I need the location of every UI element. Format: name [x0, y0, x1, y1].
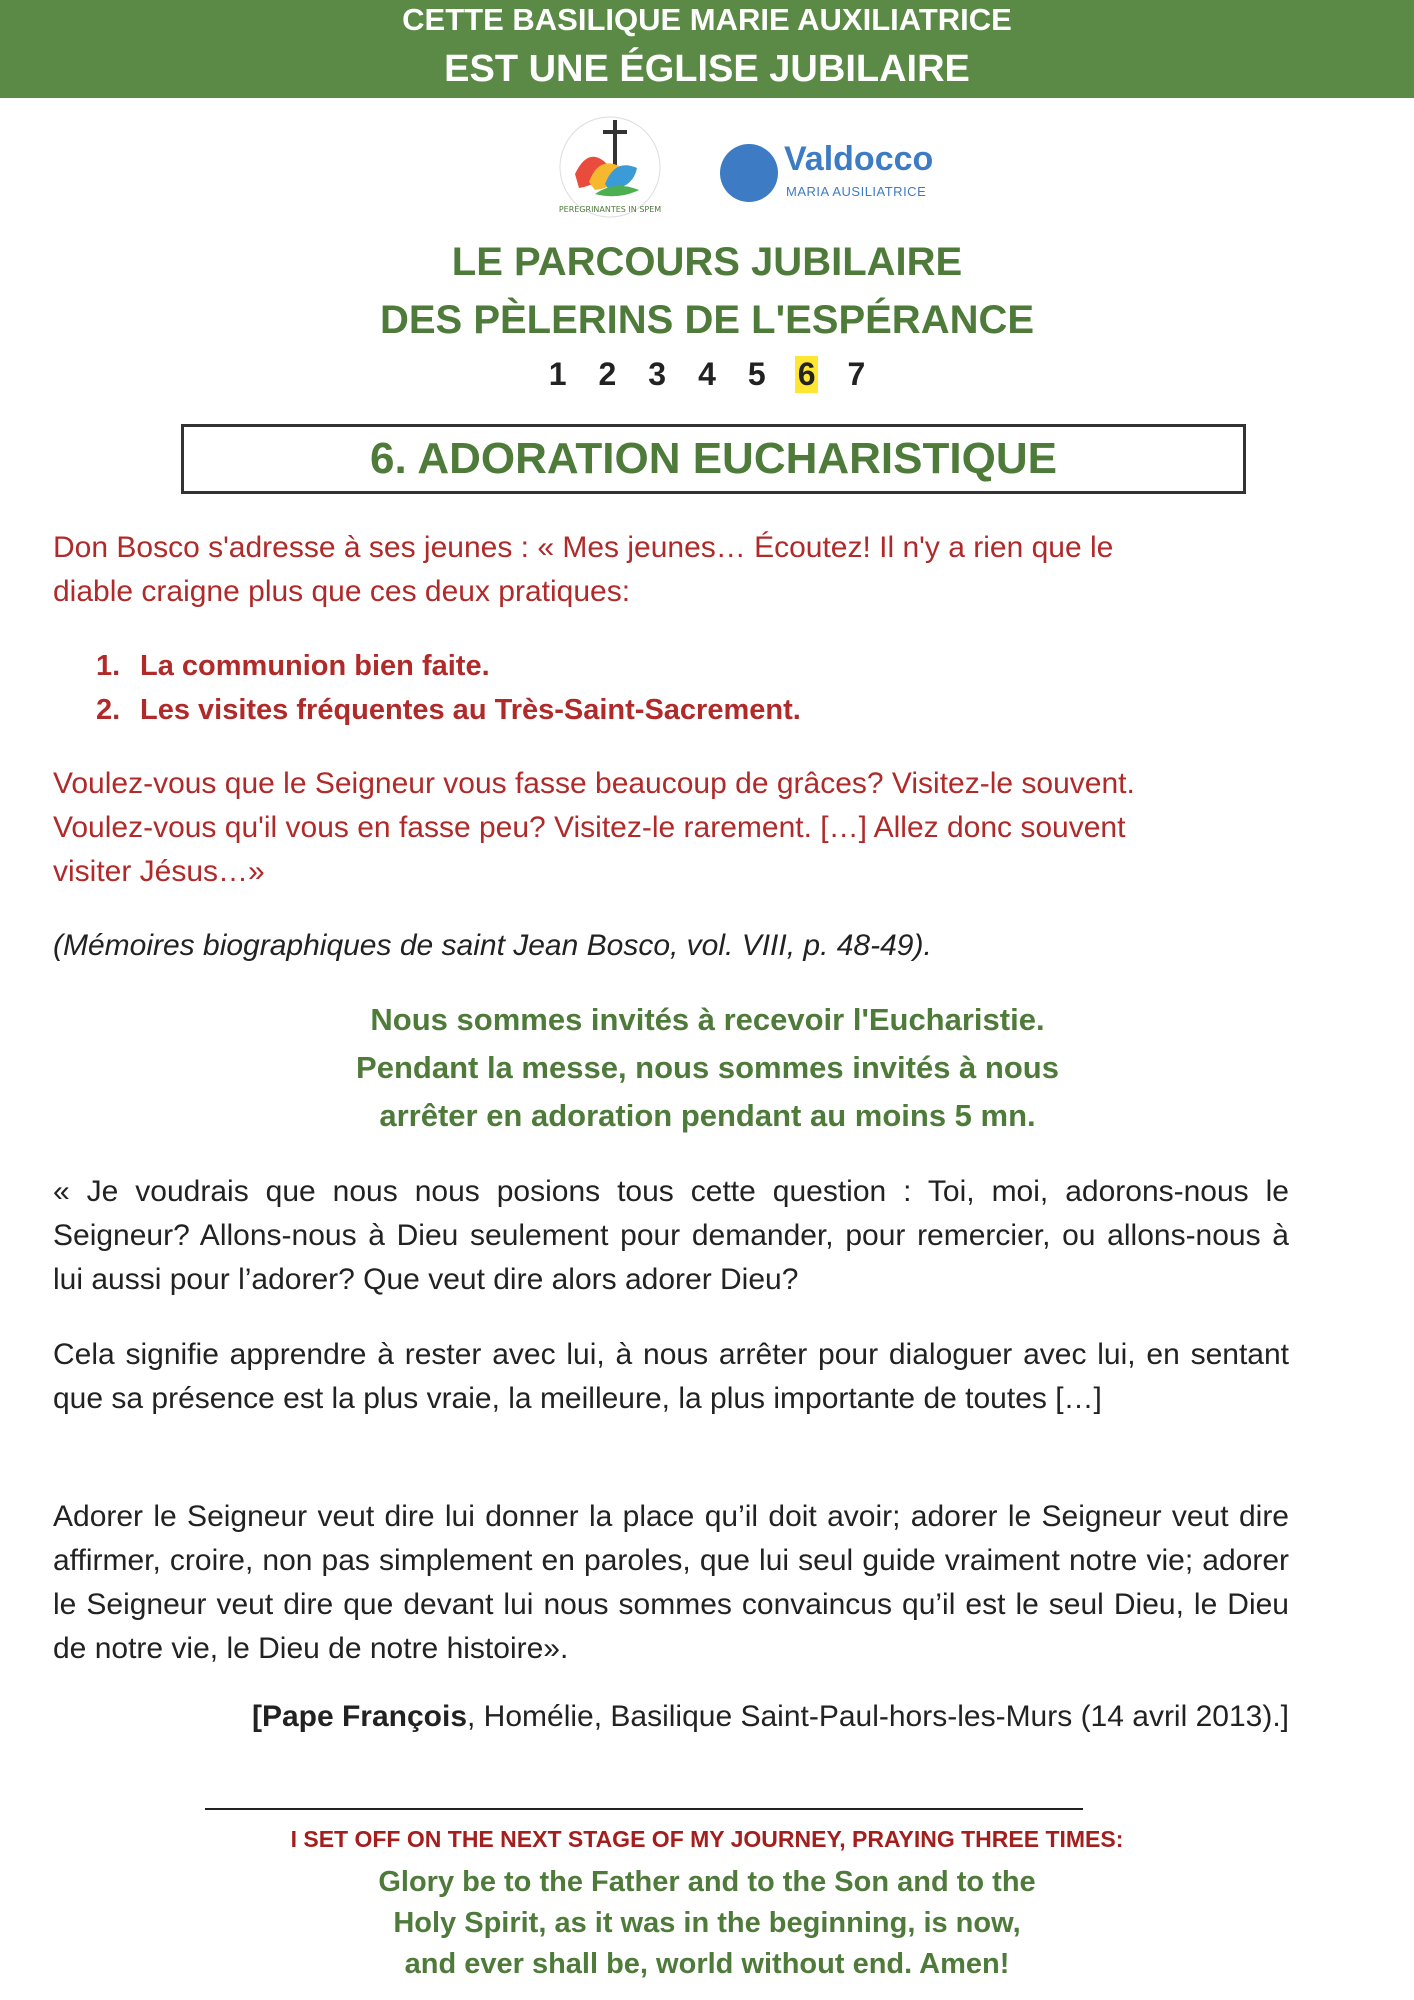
quote-continuation — [53, 762, 1289, 894]
invitation-line-1: Nous sommes invités à recevoir l'Eucharistie. — [370, 1002, 1045, 1037]
citation-source: , Homélie, Basilique Saint-Paul-hors-les-Murs (14 avril 2013).] — [467, 1700, 1289, 1733]
footer-prayer — [0, 1862, 1414, 1985]
banner-line-2: EST UNE ÉGLISE JUBILAIRE — [444, 48, 970, 90]
step-7: 7 — [847, 356, 866, 392]
intro-line-1: Don Bosco s'adresse à ses jeunes : « Mes jeunes… Écoutez! Il n'y a rien que le — [53, 531, 1114, 564]
step-2: 2 — [598, 356, 617, 392]
list-item — [96, 644, 1296, 688]
jubilee-logo-text: PEREGRINANTES IN SPEM — [558, 205, 662, 214]
citation-author: Pape François — [261, 1700, 468, 1733]
section-title-box: 6. ADORATION EUCHARISTIQUE — [181, 424, 1246, 494]
prayer-line-3: and ever shall be, world without end. Amen! — [404, 1948, 1010, 1980]
valdocco-logo — [720, 132, 940, 202]
step-3: 3 — [648, 356, 667, 392]
invitation-line-2: Pendant la messe, nous sommes invités à nous — [356, 1050, 1059, 1085]
top-banner — [0, 0, 1414, 98]
valdocco-logo-subtitle: MARIA AUSILIATRICE — [786, 184, 927, 199]
step-6-current: 6 — [795, 356, 819, 393]
pope-quote-paragraph-1: « Je voudrais que nous nous posions tous cette question : Toi, moi, adorons-nous le Seigneur? Allons-nous à Dieu seulement pour demander, pour remercier, ou allons-nous à lui aussi pour l’adorer? Que veut dire alors adorer Dieu? — [53, 1175, 1289, 1296]
list-item-text: Les visites fréquentes au Très-Saint-Sacrement. — [140, 694, 801, 726]
quote-line-1: Voulez-vous que le Seigneur vous fasse beaucoup de grâces? Visitez-le souvent. — [53, 767, 1135, 800]
invitation-line-3: arrêter en adoration pendant au moins 5 mn. — [379, 1098, 1036, 1133]
pope-quote-paragraph-3: Adorer le Seigneur veut dire lui donner la place qu’il doit avoir; adorer le Seigneur veut dire affirmer, croire, non pas simplement en paroles, que lui seul guide vraiment notre vie; adorer le Seigneur veut dire que devant lui nous sommes convaincus qu’il est le seul Dieu, le Dieu de notre vie, le Dieu de notre histoire». — [53, 1500, 1289, 1665]
step-indicator — [0, 356, 1414, 393]
banner-line-1: CETTE BASILIQUE MARIE AUXILIATRICE — [402, 2, 1012, 37]
citation-bracket: [ — [251, 1700, 262, 1733]
citation — [252, 1700, 1289, 1734]
page-title-line-1: LE PARCOURS JUBILAIRE — [451, 240, 963, 284]
quote-line-3: visiter Jésus…» — [53, 855, 265, 888]
step-5: 5 — [747, 356, 766, 392]
prayer-line-1: Glory be to the Father and to the Son and to the — [378, 1866, 1036, 1898]
prayer-line-2: Holy Spirit, as it was in the beginning, is now, — [393, 1907, 1021, 1939]
list-item-number: 2. — [96, 694, 121, 726]
pope-quote-paragraph-2: Cela signifie apprendre à rester avec lui, à nous arrêter pour dialoguer avec lui, en sentant que sa présence est la plus vraie, la meilleure, la plus importante de toutes […] — [53, 1338, 1289, 1415]
valdocco-emblem-icon — [720, 144, 778, 202]
intro-line-2: diable craigne plus que ces deux pratiques: — [53, 575, 631, 608]
quote-line-2: Voulez-vous qu'il vous en fasse peu? Visitez-le rarement. […] Allez donc souvent — [53, 811, 1126, 844]
divider — [205, 1808, 1083, 1810]
list-item-number: 1. — [96, 650, 121, 682]
practices-list — [96, 644, 1296, 732]
valdocco-logo-name: Valdocco — [784, 140, 934, 178]
step-1: 1 — [548, 356, 567, 392]
source-reference: (Mémoires biographiques de saint Jean Bosco, vol. VIII, p. 48-49). — [53, 929, 932, 962]
logo-row — [0, 112, 1414, 232]
list-item-text: La communion bien faite. — [140, 650, 490, 682]
jubilee-logo — [555, 112, 665, 222]
list-item — [96, 688, 1296, 732]
intro-paragraph — [53, 526, 1289, 614]
page-title-line-2: DES PÈLERINS DE L'ESPÉRANCE — [379, 298, 1035, 342]
invitation-block — [180, 996, 1235, 1140]
footer-instruction: I SET OFF ON THE NEXT STAGE OF MY JOURNEY, PRAYING THREE TIMES: — [290, 1826, 1124, 1852]
step-4: 4 — [698, 356, 716, 392]
